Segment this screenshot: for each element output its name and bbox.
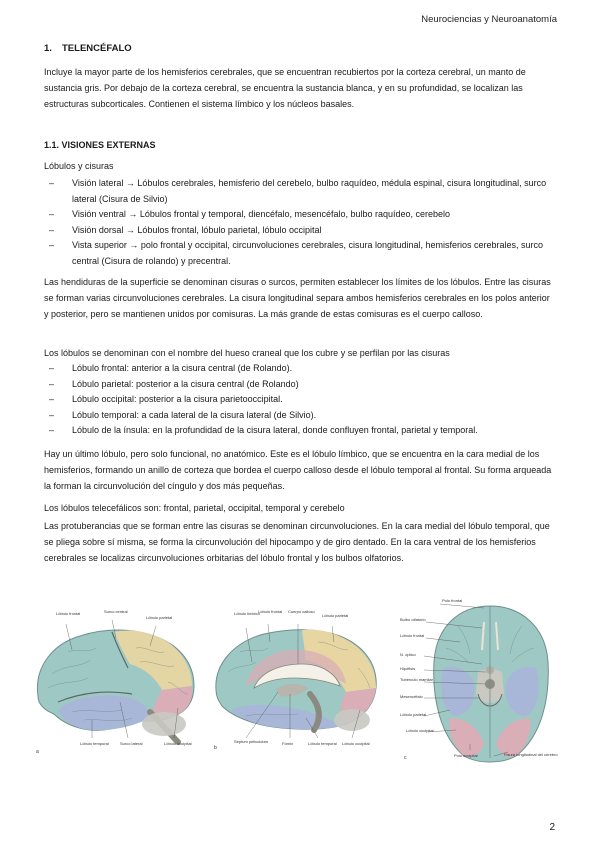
label-surco-central: Surco central — [104, 609, 128, 614]
label-lobulo-temporal: Lóbulo temporal — [80, 741, 109, 746]
label-lobulo-limbico: Lóbulo límbico — [234, 611, 260, 616]
lobulos-paragraph: Los lóbulos se denominan con el nombre del hueso craneal que los cubre y se perfilan por las cisuras — [44, 348, 450, 358]
protuberancias-paragraph: Las protuberancias que se forman entre las cisuras se denominan circunvoluciones. En la cara medial del lóbulo temporal, que se pliega sobre sí misma, se forma la circunvolución del hipocampo y de giro dentado. En la cara ventral de los hemisferios cerebrales se localizas circunvoluciones orbitarias del lóbulo frontal y los bulbos olfatorios. — [44, 521, 550, 563]
brain-figures — [0, 598, 599, 778]
hendiduras-paragraph: Las hendiduras de la superficie se denominan cisuras o surcos, permiten establecer los límites de los lóbulos. Entre las cisuras se forman varias circunvoluciones cerebrales. La cisura longitudinal separa ambos hemisferios cerebrales en los polos anterior y posterior, pero se mantienen unidos por comisuras. La más grande de estas comisuras es el cuerpo calloso. — [44, 277, 551, 319]
label-lobulo-parietal: Lóbulo parietal — [400, 712, 427, 717]
label-lobulo-occipital: Lóbulo occipital — [406, 728, 434, 733]
limbico-paragraph: Hay un último lóbulo, pero solo funcional, no anatómico. Este es el lóbulo límbico, que se encuentra en la cara medial de los hemisferios, formando un anillo de corteza que bordea el cuerpo calloso desde el lóbulo temporal al frontal. Su forma arqueada la forman la circunvolución del cíngulo y dos más pequeñas. — [44, 449, 552, 491]
section-heading — [44, 43, 132, 54]
label-lobulo-parietal: Lóbulo parietal — [322, 613, 349, 618]
label-lobulo-parietal: Lóbulo parietal — [146, 615, 173, 620]
page-number: 2 — [549, 822, 555, 833]
label-mesencefalo: Mesencéfalo — [400, 694, 423, 699]
label-fisura-longitudinal: Fisura longitudinal del cerebro — [504, 752, 558, 757]
figure-medial-view — [206, 598, 386, 766]
page-header: Neurociencias y Neuroanatomía — [421, 14, 557, 25]
label-lobulo-occipital: Lóbulo occipital — [164, 741, 192, 746]
section-number: 1. — [44, 43, 52, 54]
figure-letter-a: a — [36, 749, 39, 755]
label-lobulo-occipital: Lóbulo occipital — [342, 741, 370, 746]
section-title: TELENCÉFALO — [62, 43, 132, 54]
label-polo-occipital: Polo occipital — [454, 753, 478, 758]
label-fornix: Fórnix — [282, 741, 294, 746]
list-item: – Visión dorsal → Lóbulos frontal, lóbulo parietal, lóbulo occipital — [44, 223, 555, 239]
list-item: – Visión lateral → Lóbulos cerebrales, hemisferio del cerebelo, bulbo raquídeo, médula espinal, cisura longitudinal, surco lateral (Cisura de Silvio) — [44, 176, 555, 207]
figure-ventral-view — [398, 598, 568, 766]
list-item: – Lóbulo parietal: posterior a la cisura central (de Rolando) — [44, 377, 555, 393]
label-lobulo-frontal: Lóbulo frontal — [56, 611, 81, 616]
lobulos-cisuras-title: Lóbulos y cisuras — [44, 161, 114, 171]
list-item: – Lóbulo de la ínsula: en la profundidad de la cisura lateral, donde confluyen frontal, parietal y temporal. — [44, 423, 555, 439]
label-cuerpo-calloso: Cuerpo calloso — [288, 609, 315, 614]
figure-lateral-view — [28, 598, 203, 766]
label-lobulo-temporal: Lóbulo temporal — [308, 741, 337, 746]
list-item: – Vista superior → polo frontal y occipital, circunvoluciones cerebrales, cisura longitudinal, hemisferios cerebrales, surco central (Cisura de rolando) y precentral. — [44, 238, 555, 269]
list-item: – Lóbulo occipital: posterior a la cisura parietooccipital. — [44, 392, 555, 408]
list-item: – Lóbulo temporal: a cada lateral de la cisura lateral (de Silvio). — [44, 408, 555, 424]
label-bulbo-olfatorio: Bulbo olfatorio — [400, 617, 426, 622]
label-tuberculo-mamilar: Tubérculo mamilar — [400, 677, 433, 682]
label-surco-lateral: Surco lateral — [120, 741, 143, 746]
telecefalicos-paragraph: Los lóbulos telecefálicos son: frontal, parietal, occipital, temporal y cerebelo — [44, 503, 345, 513]
label-lobulo-frontal: Lóbulo frontal — [258, 609, 283, 614]
list-item: – Visión ventral → Lóbulos frontal y temporal, diencéfalo, mesencéfalo, bulbo raquídeo, cerebelo — [44, 207, 555, 223]
subsection-heading: 1.1. VISIONES EXTERNAS — [44, 140, 156, 150]
figure-letter-c: c — [404, 755, 407, 761]
label-polo-frontal: Polo frontal — [442, 598, 463, 603]
lobes-list — [44, 361, 555, 439]
label-hipofisis: Hipófisis — [400, 666, 416, 671]
label-septum-pellucidum: Septum pellucidum — [234, 739, 269, 744]
label-lobulo-frontal: Lóbulo frontal — [400, 633, 425, 638]
list-item: – Lóbulo frontal: anterior a la cisura central (de Rolando). — [44, 361, 555, 377]
label-n-optico: N. óptico — [400, 652, 416, 657]
views-list — [44, 176, 555, 269]
figure-letter-b: b — [214, 745, 217, 751]
intro-paragraph: Incluye la mayor parte de los hemisferios cerebrales, que se encuentran recubiertos por la corteza cerebral, un manto de sustancia gris. Por debajo de la corteza cerebral, se encuentra la sustancia blanca, y en su profundidad, se localizan las estructuras subcorticales. Contienen el sistema límbico y los núcleos basales. — [44, 67, 526, 109]
